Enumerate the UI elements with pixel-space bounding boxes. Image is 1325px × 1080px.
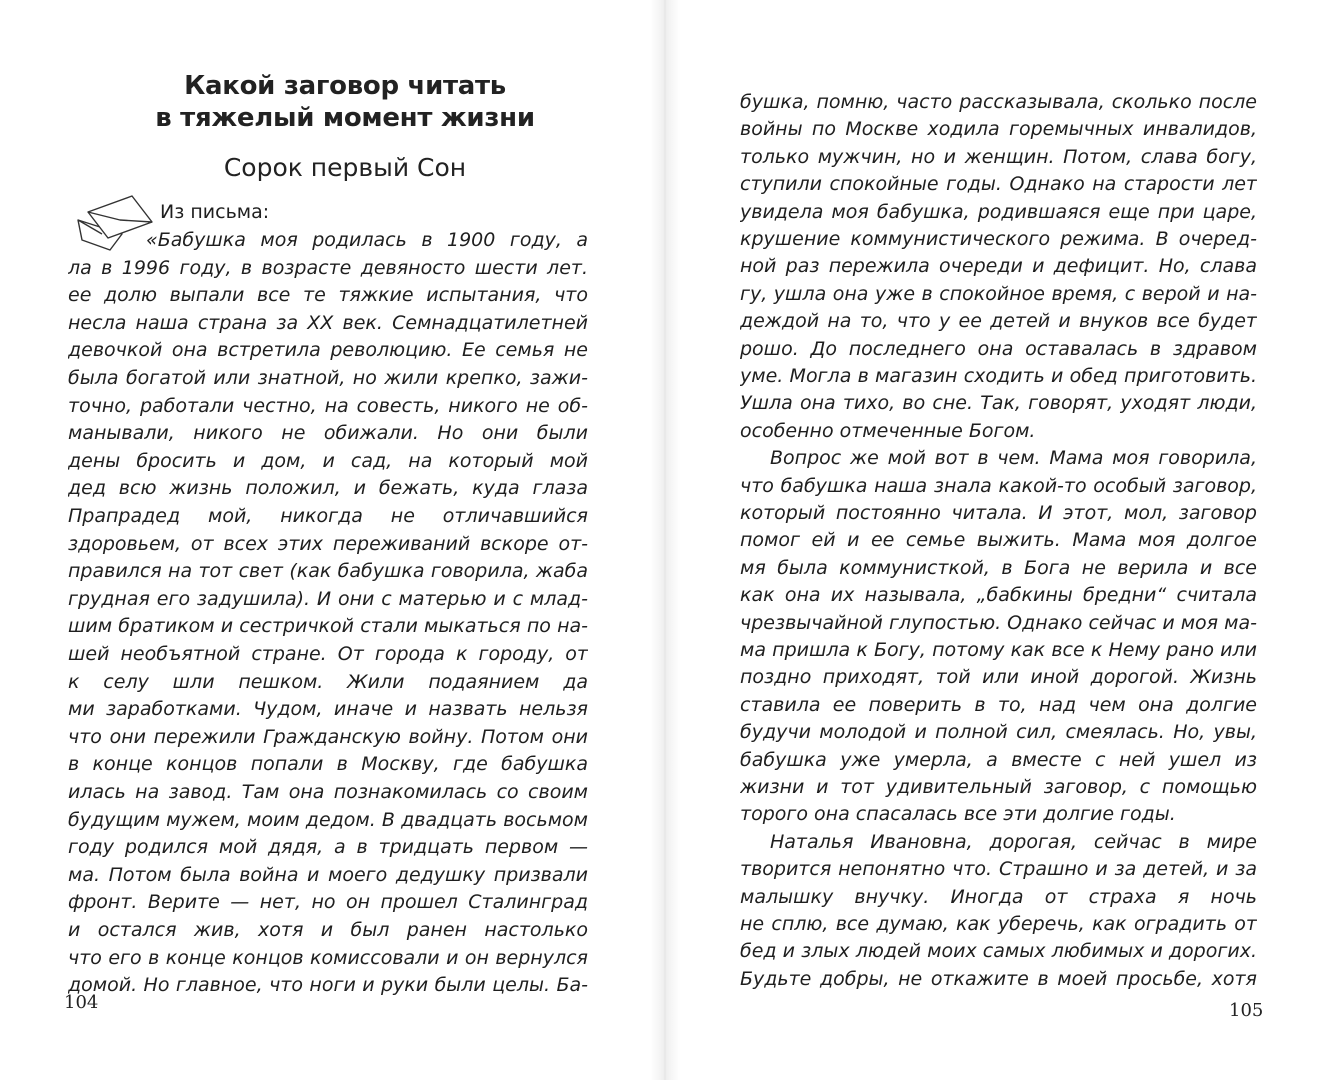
text-line: правился на тот свет (как бабушка говорила, жаба [68,560,588,583]
text-line: илась на завод. Там она познакомилась со своим [68,781,588,803]
text-line: что бабушка наша знала какой-то особый заговор, [740,474,1257,497]
text-line: ставила ее поверить в то, над чем она долгие [740,693,1257,716]
text-line: рошо. До последнего она оставалась в здравом [740,337,1257,360]
text-line: торого она спасалась все эти долгие годы. [740,803,1176,826]
text-line: деждой на то, что у ее детей и внуков все будет [740,310,1257,333]
chapter-title [100,70,590,134]
text-line: грудная его задушила). И они с матерью и с млад- [68,587,588,610]
text-line: шей необъятной стране. От города к городу, от [68,643,588,665]
text-line: девочкой она встретила революцию. Ее семья не [68,339,588,362]
text-line: Вопрос же мой вот в чем. Мама моя говорила, [770,447,1257,470]
text-line: особенно отмеченные Богом. [740,419,1036,442]
text-line: уме. Могла в магазин сходить и обед приготовить. [740,365,1257,387]
text-line: войны по Москве ходила горемычных инвалидов, [740,118,1257,141]
text-line: крушение коммунистического режима. В очеред- [740,228,1257,250]
text-line: фронт. Верите — нет, но он прошел Сталинград [68,891,588,914]
text-line: что его в конце концов комиссовали и он вернулся [68,946,588,969]
text-line: будучи молодой и полной сил, смеялась. Но, увы, [740,721,1257,744]
text-line: ной раз пережила очереди и дефицит. Но, слава [740,255,1257,278]
text-line: только мужчин, но и женщин. Потом, слава богу, [740,145,1257,168]
text-line: манывали, никого не обижали. Но они были [68,422,588,445]
text-line: творится непонятно что. Страшно и за детей, и за [740,858,1257,881]
text-line: не сплю, все думаю, как уберечь, как оградить от [740,913,1257,935]
text-line: Прапрадед мой, никогда не отличавшийся [68,505,588,527]
text-line: была богатой или знатной, но жили крепко, зажи- [68,367,588,389]
page-number-right: 105 [1229,1000,1264,1021]
left-page [0,0,660,1080]
text-line: дены бросить и дом, и сад, на который мой [68,449,588,472]
chapter-subtitle: Сорок первый Сон [223,153,467,182]
text-line: шим братиком и сестричкой стали мыкаться по на- [68,615,588,638]
text-line: что они пережили Гражданскую войну. Потом они [68,725,588,748]
text-line: здоровьем, от всех этих переживаний вскоре от- [68,532,588,555]
text-line: дед всю жизнь положил, и бежать, куда глаза [68,477,588,500]
text-line: как она их называла, „бабкины бредни“ считала [740,584,1257,607]
text-line: ма. Потом была война и моего дедушку призвали [68,863,588,886]
text-line: жизни и тот удивительный заговор, с помощью [740,776,1257,798]
text-line: и остался жив, хотя и был ранен настолько [68,919,588,941]
letter-label: Из письма: [160,201,270,223]
text-line: чрезвычайной глупостью. Однако сейчас и моя ма- [740,611,1257,634]
text-line: ее долю выпали все те тяжкие испытания, что [68,284,588,307]
text-line: бабушка уже умерла, а вместе с ней ушел из [740,748,1257,771]
text-line: будущим мужем, моим дедом. В двадцать восьмом [68,808,588,831]
text-line: который постоянно читала. И этот, мол, заговор [740,502,1257,524]
text-line: Наталья Ивановна, дорогая, сейчас в мире [770,830,1257,853]
text-line: ла в 1996 году, в возрасте девяносто шести лет. [68,256,588,279]
page-number-left: 104 [64,992,99,1013]
text-line: мя была коммунисткой, в Бога не верила и все [740,556,1257,579]
text-line: ма пришла к Богу, потому как все к Нему рано или [740,639,1257,661]
letter-envelope-icon [74,190,154,252]
text-line: «Бабушка моя родилась в 1900 году, а [146,229,588,251]
text-line: домой. Но главное, что ноги и руки были целы. Ба- [68,974,588,997]
text-line: ми заработками. Чудом, иначе и назвать нельзя [68,698,588,721]
text-line: малышку внучку. Иногда от страха я ночь [740,885,1257,908]
text-line: Ушла она тихо, во сне. Так, говорят, уходят люди, [740,392,1257,415]
text-line: увидела моя бабушка, родившаяся еще при царе, [740,200,1257,223]
chapter-title-line-2: в тяжелый момент жизни [155,103,535,133]
text-line: гу, ушла она уже в спокойное время, с верой и на- [740,282,1257,305]
text-line: к селу шли пешком. Жили подаянием да [68,670,588,693]
text-line: году родился мой дядя, а в тридцать первом — [68,836,588,859]
text-line: помог ей и ее семье выжить. Мама моя долгое [740,529,1257,552]
text-line: Будьте добры, не откажите в моей просьбе, хотя [740,967,1257,990]
text-line: в конце концов попали в Москву, где бабушка [68,753,588,776]
text-line: бед и злых людей моих самых любимых и дорогих. [740,940,1257,963]
chapter-title-line-1: Какой заговор читать [184,71,506,101]
text-line: несла наша страна за XX век. Семнадцатилетней [68,311,588,334]
text-line: бушка, помню, часто рассказывала, сколько после [740,91,1257,113]
text-line: точно, работали честно, на совесть, никого не об- [68,394,588,417]
text-line: поздно приходят, той или иной дорогой. Жизнь [740,666,1257,689]
text-line: ступили спокойные годы. Однако на старости лет [740,173,1257,196]
right-page [665,0,1325,1080]
